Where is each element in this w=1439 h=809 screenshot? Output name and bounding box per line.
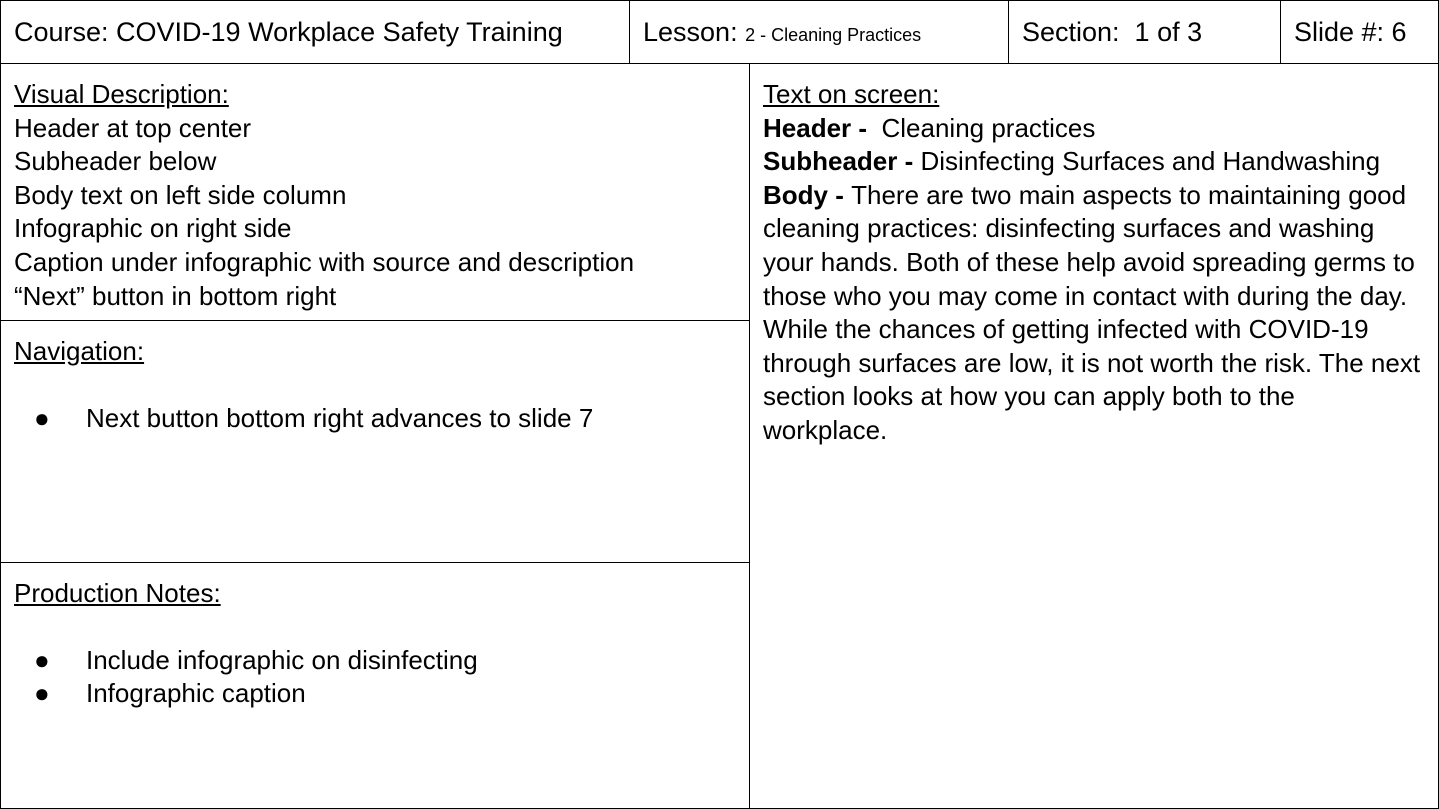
course-title: Course: COVID-19 Workplace Safety Training [14,17,563,47]
navigation-list [14,402,737,436]
header-line [763,112,1426,146]
navigation-cell [0,320,750,563]
visual-line: Body text on left side column [14,179,347,210]
text-on-screen-cell [749,63,1439,809]
body-label: Body - [763,179,852,210]
production-bullet-text: Include infographic on disinfecting [86,644,478,675]
production-notes-heading: Production Notes: [14,578,221,608]
subheader-line [763,145,1426,179]
navigation-heading: Navigation: [14,336,145,366]
subheader-label: Subheader - [763,146,921,177]
production-bullet-text: Infographic caption [86,678,306,709]
bullet-icon: ● [34,644,50,675]
visual-line: Header at top center [14,112,252,143]
section-label: Section: 1 of 3 [1022,17,1203,47]
header-label: Header - [763,112,875,143]
list-item [14,677,737,711]
lesson-value: 2 - Cleaning Practices [745,25,922,45]
production-notes-cell [0,562,750,809]
bullet-icon: ● [34,678,50,709]
header-value: Cleaning practices [874,112,1096,143]
lesson-title [630,1,1008,66]
visual-line: Caption under infographic with source and description [14,246,635,277]
visual-description-heading: Visual Description: [14,79,229,109]
lesson-cell [629,0,1009,64]
visual-line: Infographic on right side [14,213,292,244]
slide-cell [1280,0,1439,64]
section-cell [1008,0,1281,64]
navigation-bullet-text: Next button bottom right advances to slide 7 [86,402,594,433]
slide-number: Slide #: 6 [1294,17,1407,47]
subheader-value: Disinfecting Surfaces and Handwashing [920,146,1381,177]
list-item [14,402,737,436]
production-notes-list [14,644,737,711]
lesson-label: Lesson: [643,17,746,47]
visual-line: Subheader below [14,146,217,177]
visual-description-cell [0,63,750,321]
bullet-icon: ● [34,402,50,433]
body-line [763,179,1426,448]
visual-line: “Next” button in bottom right [14,280,337,311]
list-item [14,644,737,678]
text-on-screen-heading: Text on screen: [763,79,940,109]
body-value: There are two main aspects to maintaining good cleaning practices: disinfecting surfaces and washing your hands. Both of these help avoid spreading germs to those who you may come in contact with during the day. While the chances of getting infected with COVID-19 through surfaces are low, it is not worth the risk. The next section looks at how you can apply both to the workplace. [763,179,1421,445]
course-cell [0,0,630,64]
